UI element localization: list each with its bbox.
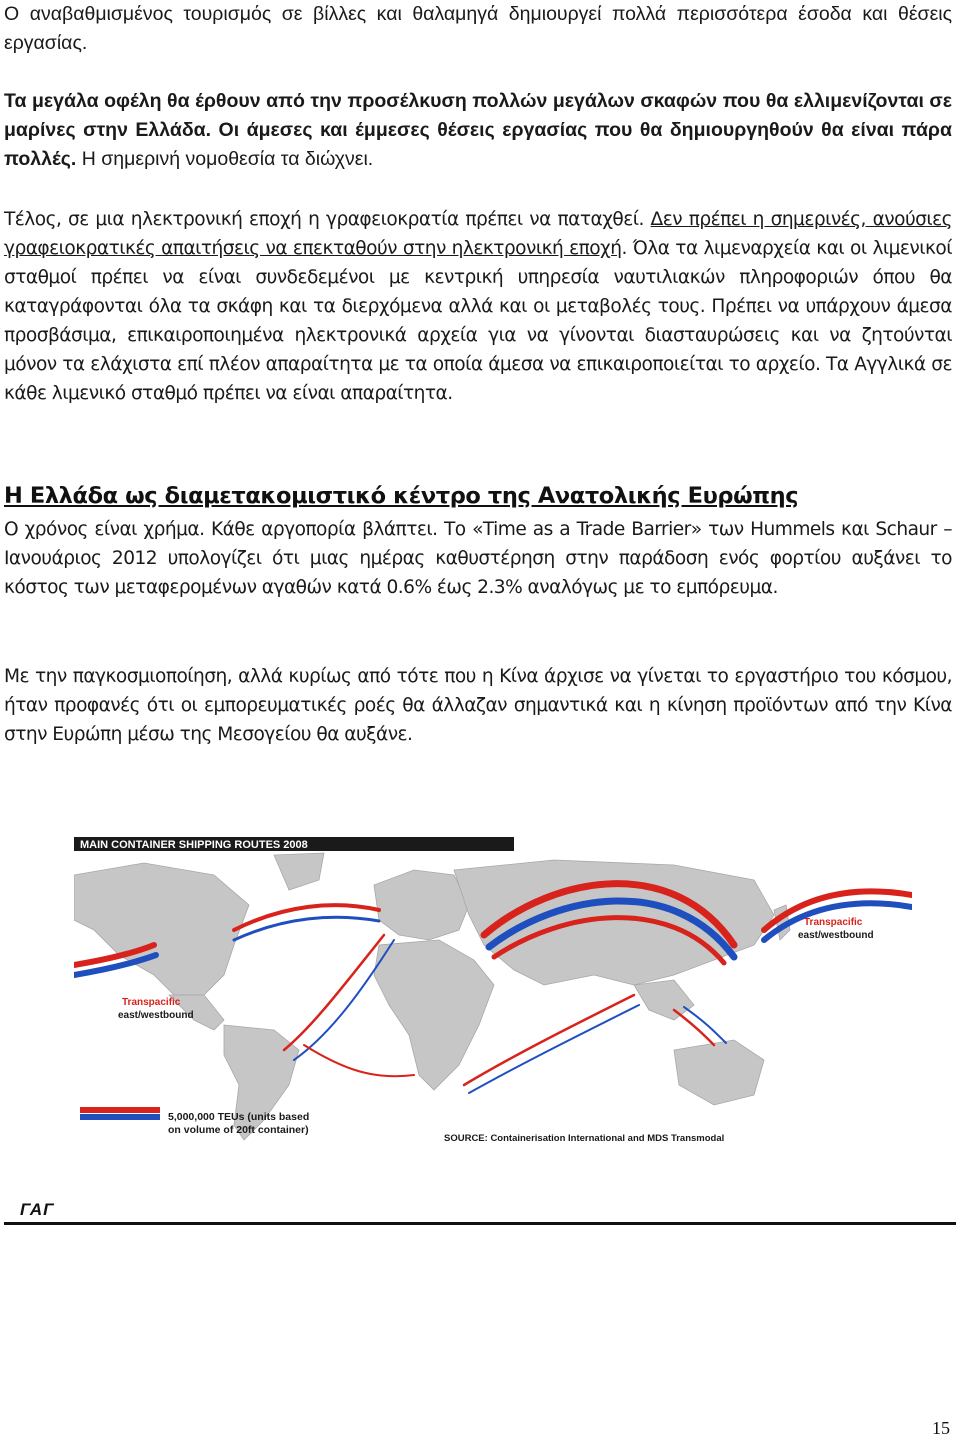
bureaucracy-intro-text: Τέλος, σε μια ηλεκτρονική εποχή η γραφειοκρατία πρέπει να παταχθεί. xyxy=(4,209,651,230)
legend-line1: 5,000,000 TEUs (units based xyxy=(168,1111,310,1123)
paragraph-globalisation: Με την παγκοσμιοποίηση, αλλά κυρίως από τότε που η Κίνα άρχισε να γίνεται το εργαστήριο του κόσμου, ήταν προφανές ότι οι εμπορευματικές ροές θα άλλαζαν σημαντικά και η κίνηση προϊόντων από την Κίνα στην Ευρώπη μέσω της Μεσογείου θα αυξάνε. xyxy=(4,666,952,745)
marinas-bold-text: Τα μεγάλα οφέλη θα έρθουν από την προσέλκυση πολλών μεγάλων σκαφών που θα ελλιμενίζονται σε μαρίνες στην Ελλάδα. Οι άμεσες και έμμεσες θέσεις εργασίας που θα δημιουργηθούν θα είναι πάρα πολλές. xyxy=(4,90,952,170)
map-title: MAIN CONTAINER SHIPPING ROUTES 2008 xyxy=(80,839,308,851)
footer-logo: ΓΑΓ xyxy=(20,1200,55,1219)
page-number: 15 xyxy=(932,1418,950,1438)
shipping-routes-map xyxy=(74,835,912,1148)
label-transpacific-east-line2: east/westbound xyxy=(798,930,874,941)
bureaucracy-rest-text: . Όλα τα λιμεναρχεία και οι λιμενικοί σταθμοί πρέπει να είναι συνδεδεμένοι με κεντρική υπηρεσία ναυτιλιακών πληροφοριών όπου θα καταγράφονται όλα τα σκάφη και τα διερχόμενα αλλά και οι μεταβολές τους. Πρέπει να υπάρχουν άμεσα προσβάσιμα, επικαιροποιημένα ηλεκτρονικά αρχεία για να γίνονται διασταυρώσεις και να ζητούνται μόνον τα ελάχιστα επί πλέον απαραίτητα με τα οποία άμεσα να επικαιροποιείται το αρχείο. Τα Αγγλικά σε κάθε λιμενικό σταθμό πρέπει να είναι απαραίτητα. xyxy=(4,238,952,404)
paragraph-bureaucracy xyxy=(4,205,952,408)
bureaucracy-underlined-text: Δεν πρέπει η σημερινές, ανούσιες γραφειοκρατικές απαιτήσεις να επεκταθούν στην ηλεκτρονική εποχή xyxy=(4,209,952,259)
label-transpacific-west-line2: east/westbound xyxy=(118,1010,194,1021)
legend-red-bar xyxy=(80,1107,160,1113)
map-source: SOURCE: Containerisation International and MDS Transmodal xyxy=(444,1133,725,1144)
paragraph-time-is-money: Ο χρόνος είναι χρήμα. Κάθε αργοπορία βλάπτει. Το «Time as a Trade Barrier» των Hummels και Schaur – Ιανουάριος 2012 υπολογίζει ότι μιας ημέρας καθυστέρηση στην παράδοση ενός φορτίου αυξάνει το κόστος των μεταφερομένων αγαθών κατά 0.6% έως 2.3% αναλόγως με το εμπόρευμα. xyxy=(4,519,952,598)
marinas-normal-text: Η σημερινή νομοθεσία τα διώχνει. xyxy=(76,148,374,170)
paragraph-tourism: Ο αναβαθμισμένος τουρισμός σε βίλλες και θαλαμηγά δημιουργεί πολλά περισσότερα έσοδα και θέσεις εργασίας. xyxy=(4,3,952,54)
legend-blue-bar xyxy=(80,1114,160,1120)
label-transpacific-west-line1: Transpacific xyxy=(122,997,181,1008)
paragraph-marinas xyxy=(4,87,952,174)
footer-rule xyxy=(4,1222,956,1225)
section-heading: Η Ελλάδα ως διαμετακομιστικό κέντρο της Ανατολικής Ευρώπης xyxy=(4,483,799,509)
legend-line2: on volume of 20ft container) xyxy=(168,1124,309,1136)
label-transpacific-east-line1: Transpacific xyxy=(804,917,863,928)
